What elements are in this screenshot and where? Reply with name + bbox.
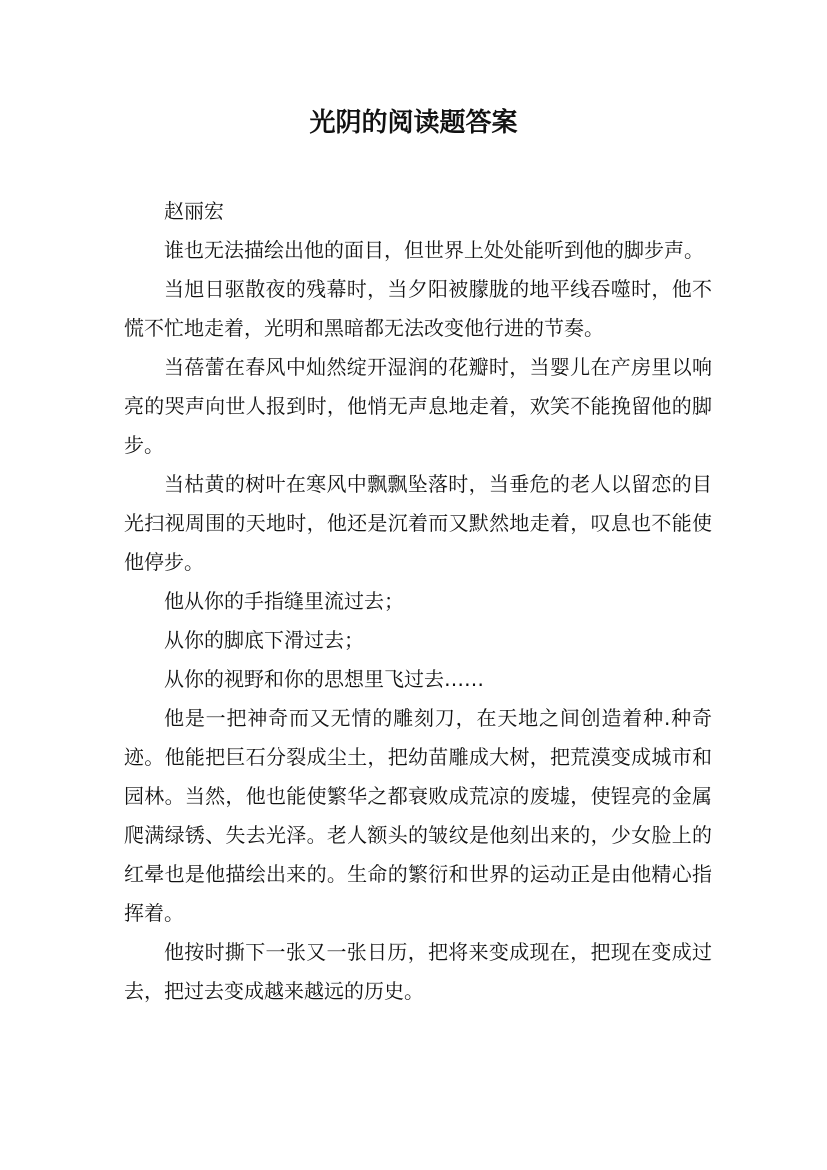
paragraph-9: 他按时撕下一张又一张日历，把将来变成现在，把现在变成过去，把过去变成越来越远的历史。: [124, 940, 712, 1003]
paragraph-4: 当枯黄的树叶在寒风中飘飘坠落时，当垂危的老人以留恋的目光扫视周围的天地时，他还是沉着而又默然地走着，叹息也不能使他停步。: [124, 472, 712, 574]
paragraph-6: 从你的脚底下滑过去；: [164, 628, 364, 652]
paragraph-8: 他是一把神奇而又无情的雕刻刀，在天地之间创造着种.种奇迹。他能把巨石分裂成尘土，把幼苗雕成大树，把荒漠变成城市和园林。当然，他也能使繁华之都衰败成荒凉的废墟，使锃亮的金属爬满绿锈、失去光泽。老人额头的皱纹是他刻出来的，少女脸上的红晕也是他描绘出来的。生命的繁衍和世界的运动正是由他精心指挥着。: [124, 706, 712, 925]
paragraph-5: 他从你的手指缝里流过去；: [164, 589, 404, 613]
document-title: 光阴的阅读题答案: [309, 108, 518, 138]
document-body: [124, 192, 712, 1011]
paragraph-1: 谁也无法描绘出他的面目，但世界上处处能听到他的脚步声。: [164, 238, 704, 262]
paragraph-2: 当旭日驱散夜的残幕时，当夕阳被朦胧的地平线吞噬时，他不慌不忙地走着，光明和黑暗都无法改变他行进的节奏。: [124, 277, 712, 340]
author-line: 赵丽宏: [164, 199, 224, 223]
paragraph-3: 当蓓蕾在春风中灿然绽开湿润的花瓣时，当婴儿在产房里以响亮的哭声向世人报到时，他悄无声息地走着，欢笑不能挽留他的脚步。: [124, 355, 712, 457]
paragraph-7: 从你的视野和你的思想里飞过去……: [164, 667, 484, 691]
